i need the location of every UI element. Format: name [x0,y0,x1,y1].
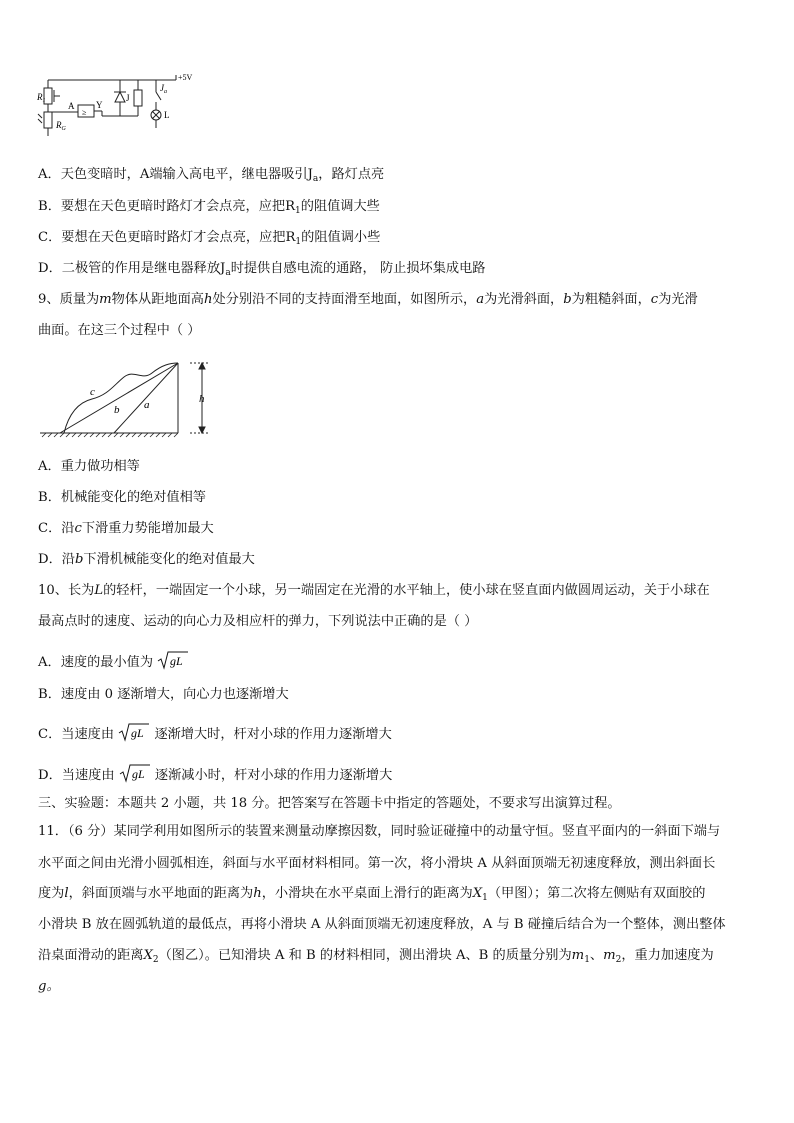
relay-circuit-diagram [38,70,208,140]
sqrt-gl-d [119,763,151,783]
node-y-label: Y [96,100,103,110]
q10-option-a: A．速度的最小值为 gL [38,650,189,672]
q9-stem-line1: 9、质量为m物体从距地面高h处分别沿不同的支持面滑至地面，如图所示，a为光滑斜面，b为粗糙斜面，c为光滑 [38,292,698,307]
q8-option-a: A．天色变暗时，A端输入高电平，继电器吸引$J_a$，路灯点亮 [38,167,385,184]
relay-label: J [126,93,130,103]
contact-label: $J_a$ [160,83,167,95]
rg-label: $R_G$ [56,120,66,132]
q9-option-b: B．机械能变化的绝对值相等 [38,490,206,505]
sqrt-gl-a [157,650,189,670]
supply-label: +5V [178,73,193,82]
q10-stem-line1: 10、长为L的轻杆，一端固定一个小球，另一端固定在光滑的水平轴上，使小球在竖直面内做圆周运动，关于小球在 [38,583,710,598]
q10-option-d: D．当速度由 gL 逐渐减小时，杆对小球的作用力逐渐增大 [38,763,392,785]
sqrt-gl-c [118,722,150,742]
node-a-label: A [68,101,75,111]
q11-line2: 水平面之间由光滑小圆弧相连，斜面与水平面材料相同。第一次，将小滑块 A 从斜面顶端无初速度释放，测出斜面长 [38,856,716,871]
height-h-label: h [199,393,205,405]
gate-label: ≥ [82,108,87,117]
q10-option-b: B．速度由 0 逐渐增大，向心力也逐渐增大 [38,687,289,702]
q10-option-c: C．当速度由 gL 逐渐增大时，杆对小球的作用力逐渐增大 [38,722,392,744]
q11-line5: 沿桌面滑动的距离$X_2$（图乙）。已知滑块 A 和 B 的材料相同，测出滑块 A、B 的质量分别为$m_1$、$m_2$，重力加速度为 [38,948,714,965]
q10-stem-line2: 最高点时的速度、运动的向心力及相应杆的弹力，下列说法中正确的是（ ） [38,614,478,629]
q11-line6: g。 [38,979,60,994]
slope-a-label: a [144,399,150,411]
q11-line4: 小滑块 B 放在圆弧轨道的最低点，再将小滑块 A 从斜面顶端无初速度释放，A 与 B 碰撞后结合为一个整体，测出整体 [38,917,726,932]
curve-c-label: c [90,386,95,398]
q9-stem-line2: 曲面。在这三个过程中（ ） [38,323,201,338]
q11-line3: 度为l，斜面顶端与水平地面的距离为h，小滑块在水平桌面上滑行的距离为$X_1$（甲图）；第二次将左侧贴有双面胶的 [38,886,706,903]
q8-option-c: C．要想在天色更暗时路灯才会点亮，应把$R_1$的阻值调小些 [38,230,381,247]
q8-option-d: D．二极管的作用是继电器释放$J_a$时提供自感电流的通路， 防止损坏集成电路 [38,261,486,278]
q9-option-a: A．重力做功相等 [38,459,140,474]
q11-line1: 11．（6 分）某同学利用如图所示的装置来测量动摩擦因数，同时验证碰撞中的动量守恒。竖直平面内的一斜面下端与 [38,824,721,839]
q8-option-b: B．要想在天色更暗时路灯才会点亮，应把$R_1$的阻值调大些 [38,199,380,216]
q9-option-d: D．沿b下滑机械能变化的绝对值最大 [38,552,255,567]
r1-label: $R_1$ [37,92,46,104]
slope-figure [38,355,218,445]
svg-text:gL: gL [131,726,144,740]
q9-option-c: C．沿c下滑重力势能增加最大 [38,521,214,536]
slope-b-label: b [114,404,120,416]
lamp-label: L [164,110,170,120]
section-3-heading: 三、实验题：本题共 2 小题，共 18 分。把答案写在答题卡中指定的答题处，不要求写出演算过程。 [38,796,621,811]
svg-text:gL: gL [170,654,183,668]
svg-text:gL: gL [131,767,145,781]
